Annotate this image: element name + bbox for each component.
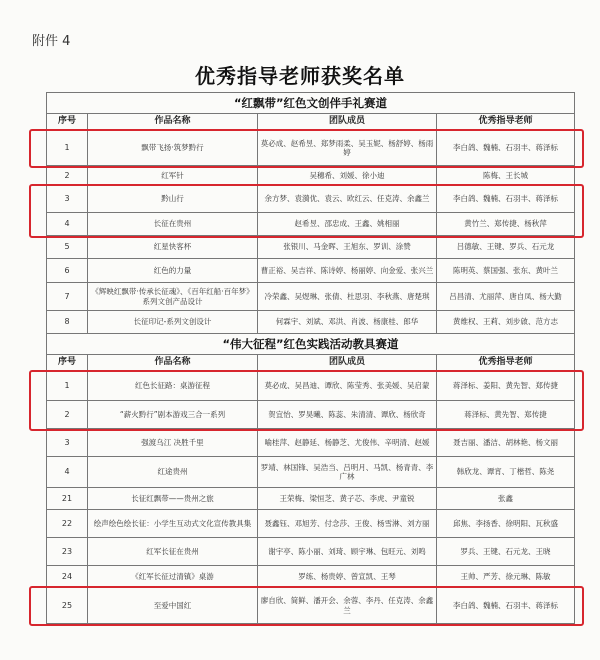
row-work: “薪火黔行”剧本游戏三合一系列 [88,401,258,429]
row-teacher: 李白鸽、魏楠、石羽丰、蒋泽标 [437,186,575,213]
table-row [47,259,575,283]
header-teacher: 优秀指导老师 [437,114,575,131]
row-work: 红星快客杯 [88,236,258,259]
row-seq: 6 [47,259,88,283]
row-team: 赵希昱、邵忠成、王鑫、姚相丽 [258,213,437,236]
row-work: 红军长征在贵州 [88,538,258,566]
row-work: 《辉映红飘带·传承长征魂》、《百年红船·百年梦》系列文创产品设计 [88,283,258,311]
row-team: 聂鑫钰、邓旭芳、付念莎、王俊、杨雪淋、刘方丽 [258,510,437,538]
row-seq: 2 [47,166,88,186]
table-row [47,213,575,236]
row-work: 黔山行 [88,186,258,213]
row-team: 余方梦、袁漪优、袁云、欧红云、任克涛、余鑫兰 [258,186,437,213]
header-team: 团队成员 [258,355,437,372]
row-teacher: 聂吉丽、潘洁、胡林艳、杨文丽 [437,429,575,457]
award-table [46,92,575,624]
row-work: 《红军长征过清镇》桌游 [88,566,258,588]
row-team: 罗练、杨贵婷、曾宣凯、王琴 [258,566,437,588]
row-work: 红途贵州 [88,457,258,488]
row-team: 罗靖、林国锋、吴浩当、吕明月、马凯、杨青青、李广林 [258,457,437,488]
header-teacher: 优秀指导老师 [437,355,575,372]
row-seq: 2 [47,401,88,429]
row-teacher: 王帅、严芳、徐元琳、陈敏 [437,566,575,588]
table-row [47,186,575,213]
table-row [47,588,575,624]
row-seq: 21 [47,488,88,510]
row-team: 张银川、马金晖、王旭东、罗训、涂赞 [258,236,437,259]
row-seq: 7 [47,283,88,311]
row-teacher: 邱焦、李扬香、徐明阳、瓦秋盛 [437,510,575,538]
table-row [47,283,575,311]
row-seq: 22 [47,510,88,538]
row-seq: 23 [47,538,88,566]
row-team: 喻桂萍、赵静延、杨静芝、尤俊伟、辛明清、赵媛 [258,429,437,457]
row-work: 红色长征路：桌游征程 [88,372,258,401]
table-row [47,131,575,166]
table-row [47,488,575,510]
row-work: 飘带飞扬·筑梦黔行 [88,131,258,166]
row-seq: 4 [47,457,88,488]
row-team: 谢宇亭、陈小丽、刘琦、顾宇琳、包旺元、刘鸣 [258,538,437,566]
row-seq: 1 [47,372,88,401]
table-row [47,429,575,457]
row-teacher: 吕昌清、尤丽萍、唐自凤、杨大勤 [437,283,575,311]
row-team: 贺宜怡、罗昊曦、陈蕊、朱清清、谭欣、杨欣奇 [258,401,437,429]
row-teacher: 罗兵、王键、石元龙、王晓 [437,538,575,566]
section-title: “伟大征程”红色实践活动教具赛道 [47,334,575,355]
table-row [47,538,575,566]
section-title: “红飘带”红色文创伴手礼赛道 [47,93,575,114]
table-row [47,166,575,186]
row-seq: 24 [47,566,88,588]
row-team: 何霖宇、刘斌、邓洪、肖波、杨康桂、郎华 [258,311,437,334]
row-work: 绘声绘色绘长征：小学生互动式文化宣传教具集 [88,510,258,538]
header-team: 团队成员 [258,114,437,131]
row-teacher: 李白鸽、魏楠、石羽丰、蒋泽标 [437,131,575,166]
row-teacher: 蒋泽标、姜阳、黄先智、郑传捷 [437,372,575,401]
row-teacher: 蒋泽标、黄先智、郑传捷 [437,401,575,429]
row-team: 莫必成、赵希昱、郑梦雨柔、吴玉妮、杨舒婷、杨雨婷 [258,131,437,166]
row-work: 长征印记-系列文创设计 [88,311,258,334]
row-teacher: 韩欣龙、谭宵、丁楷哲、陈尧 [437,457,575,488]
row-seq: 3 [47,186,88,213]
table-row [47,401,575,429]
row-teacher: 吕德敏、王键、罗兵、石元龙 [437,236,575,259]
row-teacher: 李白鸽、魏楠、石羽丰、蒋泽标 [437,588,575,624]
row-team: 廖自欣、简鲜、潘开会、余蓉、李丹、任克涛、余鑫兰 [258,588,437,624]
row-work: 至爱中国红 [88,588,258,624]
attachment-label: 附件 4 [32,34,71,49]
header-work: 作品名称 [88,114,258,131]
header-seq: 序号 [47,114,88,131]
row-teacher: 陈明英、蔡国强、张东、黄叶兰 [437,259,575,283]
row-teacher: 张鑫 [437,488,575,510]
row-seq: 5 [47,236,88,259]
header-seq: 序号 [47,355,88,372]
row-seq: 3 [47,429,88,457]
row-work: 红军针 [88,166,258,186]
row-seq: 4 [47,213,88,236]
header-work: 作品名称 [88,355,258,372]
row-teacher: 黄维权、王莉、刘步啟、范方志 [437,311,575,334]
row-teacher: 黄竹兰、郑传捷、杨秋萍 [437,213,575,236]
row-seq: 1 [47,131,88,166]
row-team: 王荣梅、梁恒芝、黄子芯、李虎、尹童锐 [258,488,437,510]
row-work: 强渡乌江 决胜千里 [88,429,258,457]
table-row [47,311,575,334]
row-seq: 25 [47,588,88,624]
row-team: 冷荣鑫、吴煜琳、张倩、杜思羽、李秋燕、唐楚琪 [258,283,437,311]
table-row [47,566,575,588]
table-row [47,510,575,538]
row-team: 吴穗希、刘媛、徐小迪 [258,166,437,186]
row-work: 长征在贵州 [88,213,258,236]
table-row [47,372,575,401]
table-row [47,457,575,488]
row-teacher: 陈梅、王长城 [437,166,575,186]
row-team: 莫必成、吴昌迪、谭欣、陈莹秀、张美媛、吴启蒙 [258,372,437,401]
row-team: 曹正裕、吴吉祥、陈诗婷、杨丽婷、向金爱、张兴兰 [258,259,437,283]
page-title: 优秀指导老师获奖名单 [195,64,405,88]
row-work: 红色的力量 [88,259,258,283]
table-row [47,236,575,259]
row-work: 长征红飘带——贵州之旅 [88,488,258,510]
row-seq: 8 [47,311,88,334]
